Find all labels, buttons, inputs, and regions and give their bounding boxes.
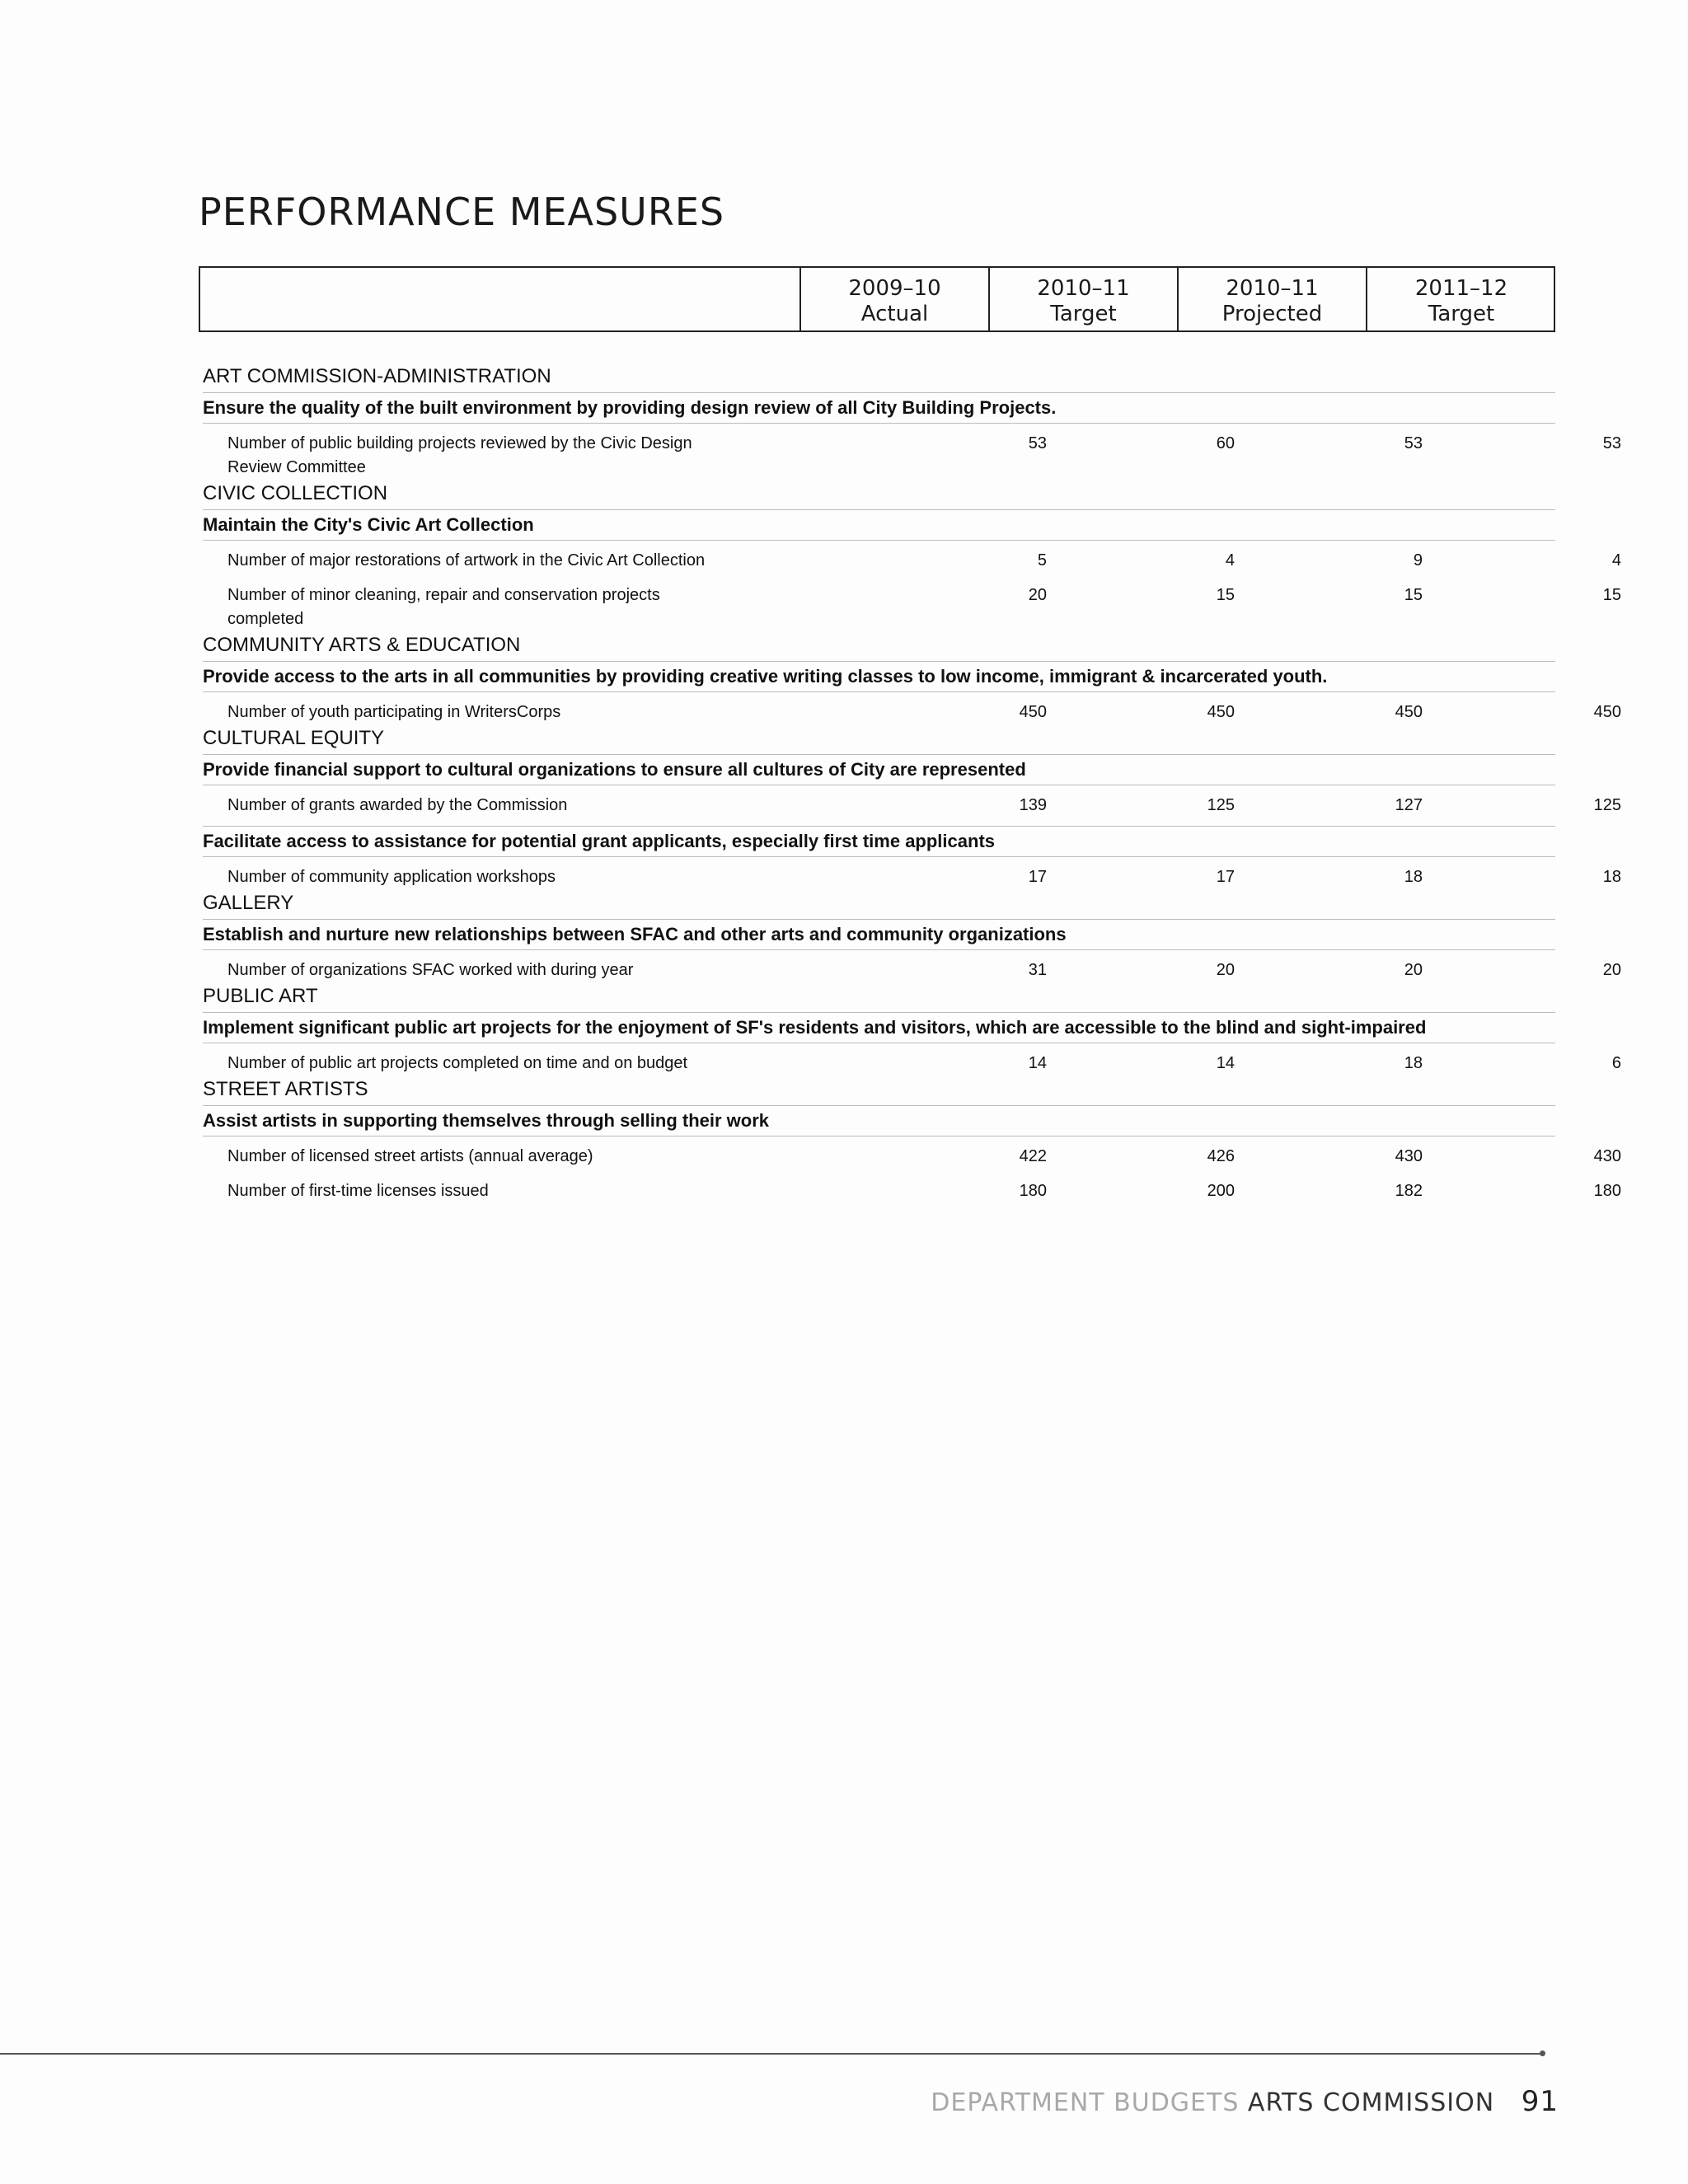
value-2011-12-target: 430	[1593, 1147, 1621, 1165]
value-2011-12-target: 125	[1593, 796, 1621, 814]
measure-row	[203, 1179, 1621, 1203]
measure-row	[203, 794, 1621, 818]
section-public-art	[203, 982, 1621, 1076]
column-header-2009-10-actual	[799, 268, 988, 330]
column-header-2010-11-target	[988, 268, 1177, 330]
value-2010-11-target: 60	[1216, 434, 1235, 452]
section-title: CULTURAL EQUITY	[203, 727, 385, 749]
value-2010-11-target: 426	[1207, 1147, 1235, 1165]
value-2010-11-target: 17	[1216, 868, 1235, 886]
column-year: 2010–11	[1037, 276, 1130, 301]
column-kind: Target	[1050, 302, 1117, 326]
value-2010-11-projected: 15	[1404, 586, 1423, 604]
column-kind: Actual	[860, 302, 929, 326]
footer-rule-end-dot	[1540, 2050, 1545, 2056]
measure-row	[203, 583, 1621, 631]
value-2011-12-target: 4	[1611, 551, 1621, 569]
value-2011-12-target: 53	[1602, 434, 1621, 452]
value-2009-10-actual: 422	[1019, 1147, 1047, 1165]
section-gallery	[203, 889, 1621, 982]
measure-row	[203, 958, 1621, 982]
value-2010-11-projected: 450	[1395, 703, 1423, 721]
value-2010-11-target: 20	[1216, 961, 1235, 979]
measure-row	[203, 549, 1621, 573]
section-civic-collection	[203, 480, 1621, 631]
column-header-row	[199, 266, 1555, 332]
column-header-2010-11-projected	[1177, 268, 1366, 330]
page-number: 91	[1521, 2085, 1559, 2118]
value-2011-12-target: 450	[1593, 703, 1621, 721]
goal-text: Ensure the quality of the built environment by providing design review of all City Building Projects.	[203, 392, 1555, 424]
footer-section: ARTS COMMISSION	[1247, 2088, 1495, 2117]
value-2010-11-projected: 53	[1404, 434, 1423, 452]
measure-label: Number of licensed street artists (annual average)	[227, 1147, 593, 1165]
goal-text: Provide financial support to cultural organizations to ensure all cultures of City are represented	[203, 754, 1555, 785]
value-2010-11-projected: 182	[1395, 1182, 1423, 1200]
measure-label: Number of public building projects reviewed by the Civic Design Review Committee	[227, 434, 692, 476]
value-2010-11-target: 450	[1207, 703, 1235, 721]
measure-label: Number of major restorations of artwork in the Civic Art Collection	[227, 551, 706, 569]
footer-rule	[0, 2053, 1544, 2055]
column-kind: Projected	[1221, 302, 1323, 326]
value-2010-11-projected: 20	[1404, 961, 1423, 979]
column-year: 2010–11	[1226, 276, 1319, 301]
value-2010-11-target: 200	[1207, 1182, 1235, 1200]
value-2010-11-target: 14	[1216, 1054, 1235, 1072]
value-2009-10-actual: 31	[1028, 961, 1047, 979]
goal-text: Provide access to the arts in all communities by providing creative writing classes to low income, immigrant & incarcerated youth.	[203, 661, 1555, 692]
goal-text: Assist artists in supporting themselves through selling their work	[203, 1105, 1555, 1137]
section-cultural-equity	[203, 724, 1621, 889]
measure-row	[203, 1145, 1621, 1169]
value-2011-12-target: 180	[1593, 1182, 1621, 1200]
measure-row	[203, 432, 1621, 480]
page-title: PERFORMANCE MEASURES	[199, 190, 725, 234]
value-2010-11-projected: 430	[1395, 1147, 1423, 1165]
value-2010-11-target: 15	[1216, 586, 1235, 604]
measure-label: Number of youth participating in WritersCorps	[227, 703, 561, 721]
measure-label: Number of public art projects completed on time and on budget	[227, 1054, 688, 1072]
measure-label: Number of first-time licenses issued	[227, 1182, 489, 1200]
column-year: 2009–10	[848, 276, 941, 301]
measure-row	[203, 701, 1621, 724]
column-kind: Target	[1428, 302, 1495, 326]
value-2011-12-target: 15	[1602, 586, 1621, 604]
goal-text: Facilitate access to assistance for potential grant applicants, especially first time applicants	[203, 826, 1555, 857]
section-art-commission-administration	[203, 363, 1621, 480]
value-2010-11-projected: 18	[1404, 868, 1423, 886]
column-year: 2011–12	[1414, 276, 1508, 301]
value-2010-11-projected: 9	[1413, 551, 1423, 569]
measure-label: Number of minor cleaning, repair and conservation projects completed	[227, 586, 660, 628]
value-2009-10-actual: 17	[1028, 868, 1047, 886]
measure-label: Number of community application workshops	[227, 868, 556, 886]
value-2011-12-target: 20	[1602, 961, 1621, 979]
section-title: ART COMMISSION-ADMINISTRATION	[203, 365, 551, 387]
value-2009-10-actual: 5	[1037, 551, 1047, 569]
goal-text: Implement significant public art projects for the enjoyment of SF's residents and visitors, which are accessible to the blind and sight-impaired	[203, 1012, 1555, 1043]
value-2009-10-actual: 20	[1028, 586, 1047, 604]
value-2011-12-target: 18	[1602, 868, 1621, 886]
goal-text: Maintain the City's Civic Art Collection	[203, 509, 1555, 541]
value-2010-11-target: 125	[1207, 796, 1235, 814]
value-2010-11-target: 4	[1225, 551, 1235, 569]
column-header-2011-12-target	[1366, 268, 1555, 330]
measure-label: Number of grants awarded by the Commission	[227, 796, 568, 814]
measure-row	[203, 1052, 1621, 1076]
goal-text: Establish and nurture new relationships between SFAC and other arts and community organizations	[203, 919, 1555, 950]
measures-list	[203, 363, 1621, 1203]
page-footer	[931, 2085, 1559, 2118]
section-community-arts-education	[203, 631, 1621, 724]
value-2009-10-actual: 180	[1019, 1182, 1047, 1200]
section-title: CIVIC COLLECTION	[203, 482, 388, 504]
value-2011-12-target: 6	[1611, 1054, 1621, 1072]
section-title: PUBLIC ART	[203, 985, 318, 1007]
value-2009-10-actual: 14	[1028, 1054, 1047, 1072]
measure-label: Number of organizations SFAC worked with during year	[227, 961, 634, 979]
value-2010-11-projected: 127	[1395, 796, 1423, 814]
value-2009-10-actual: 450	[1019, 703, 1047, 721]
section-title: COMMUNITY ARTS & EDUCATION	[203, 634, 521, 656]
value-2010-11-projected: 18	[1404, 1054, 1423, 1072]
section-street-artists	[203, 1076, 1621, 1203]
value-2009-10-actual: 139	[1019, 796, 1047, 814]
footer-department: DEPARTMENT BUDGETS	[931, 2088, 1240, 2117]
section-title: STREET ARTISTS	[203, 1078, 368, 1100]
value-2009-10-actual: 53	[1028, 434, 1047, 452]
section-title: GALLERY	[203, 892, 294, 914]
measure-row	[203, 865, 1621, 889]
